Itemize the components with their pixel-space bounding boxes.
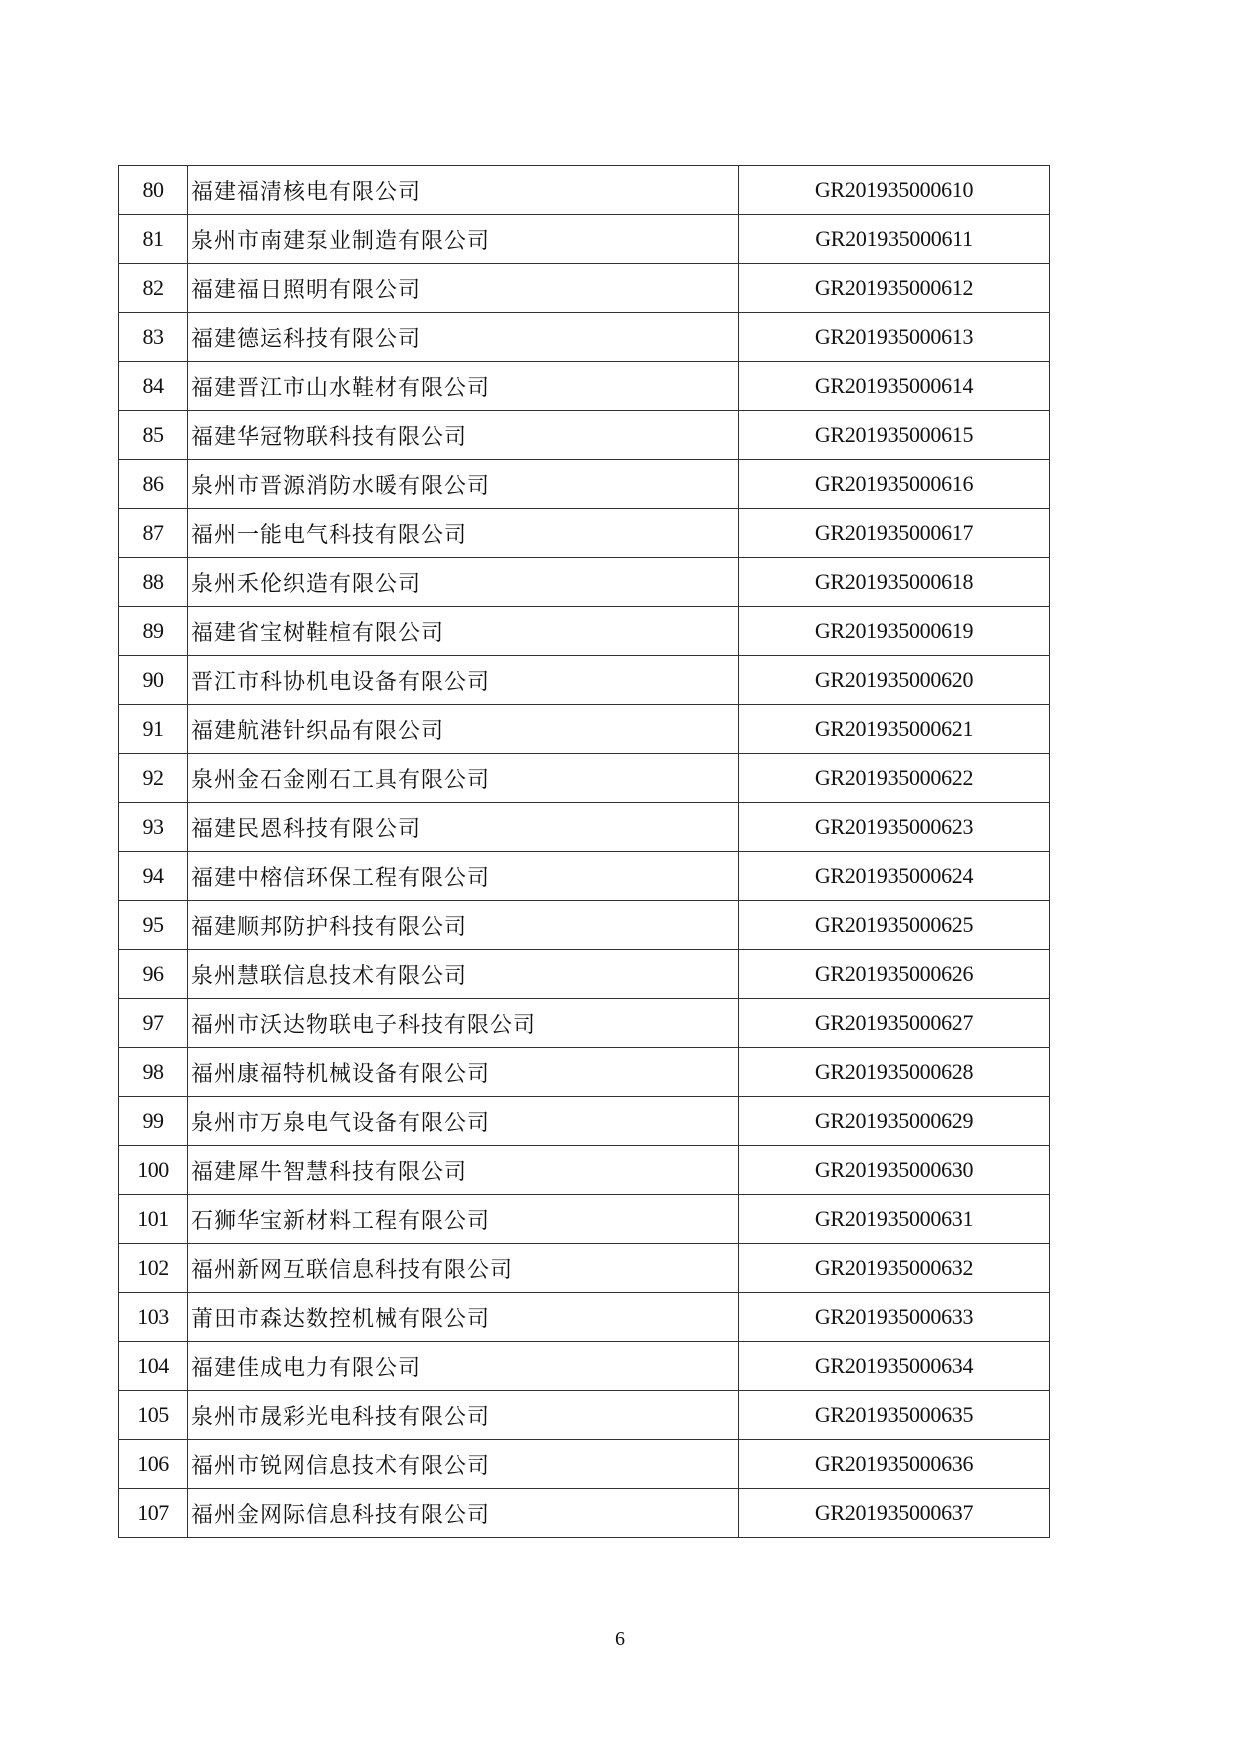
row-index: 105 (119, 1391, 188, 1440)
table-row (119, 166, 1050, 215)
company-name: 福州新网互联信息科技有限公司 (188, 1244, 739, 1293)
company-name: 福建佳成电力有限公司 (188, 1342, 739, 1391)
company-name: 福州康福特机械设备有限公司 (188, 1048, 739, 1097)
certificate-code: GR201935000629 (739, 1097, 1050, 1146)
table-row (119, 1048, 1050, 1097)
row-index: 85 (119, 411, 188, 460)
certificate-code: GR201935000611 (739, 215, 1050, 264)
table-row (119, 1146, 1050, 1195)
row-index: 103 (119, 1293, 188, 1342)
row-index: 87 (119, 509, 188, 558)
company-name: 福建福日照明有限公司 (188, 264, 739, 313)
certificate-code: GR201935000626 (739, 950, 1050, 999)
certificate-code: GR201935000637 (739, 1489, 1050, 1538)
table-row (119, 1293, 1050, 1342)
page-number: 6 (615, 1628, 625, 1650)
row-index: 104 (119, 1342, 188, 1391)
company-name: 福建民恩科技有限公司 (188, 803, 739, 852)
table-row (119, 607, 1050, 656)
table-row (119, 1195, 1050, 1244)
certificate-code: GR201935000612 (739, 264, 1050, 313)
row-index: 96 (119, 950, 188, 999)
certificate-code: GR201935000616 (739, 460, 1050, 509)
table-row (119, 1391, 1050, 1440)
company-name: 福建华冠物联科技有限公司 (188, 411, 739, 460)
row-index: 100 (119, 1146, 188, 1195)
company-name: 泉州慧联信息技术有限公司 (188, 950, 739, 999)
table-row (119, 754, 1050, 803)
company-name: 石狮华宝新材料工程有限公司 (188, 1195, 739, 1244)
row-index: 102 (119, 1244, 188, 1293)
certificate-code: GR201935000614 (739, 362, 1050, 411)
row-index: 83 (119, 313, 188, 362)
row-index: 81 (119, 215, 188, 264)
table-row (119, 999, 1050, 1048)
company-name: 泉州禾伦织造有限公司 (188, 558, 739, 607)
company-name: 泉州市晟彩光电科技有限公司 (188, 1391, 739, 1440)
certificate-code: GR201935000610 (739, 166, 1050, 215)
table-row (119, 558, 1050, 607)
row-index: 97 (119, 999, 188, 1048)
company-name: 泉州市万泉电气设备有限公司 (188, 1097, 739, 1146)
table-row (119, 1244, 1050, 1293)
company-name: 福州市锐网信息技术有限公司 (188, 1440, 739, 1489)
certificate-code: GR201935000613 (739, 313, 1050, 362)
table-row (119, 264, 1050, 313)
company-name: 福州市沃达物联电子科技有限公司 (188, 999, 739, 1048)
company-name: 福建晋江市山水鞋材有限公司 (188, 362, 739, 411)
certificate-code: GR201935000618 (739, 558, 1050, 607)
company-name: 福州一能电气科技有限公司 (188, 509, 739, 558)
certificate-code: GR201935000623 (739, 803, 1050, 852)
table-row (119, 1342, 1050, 1391)
certificate-code: GR201935000625 (739, 901, 1050, 950)
table-body (119, 166, 1050, 1538)
certificate-code: GR201935000632 (739, 1244, 1050, 1293)
table-row (119, 1489, 1050, 1538)
certificate-code: GR201935000622 (739, 754, 1050, 803)
row-index: 80 (119, 166, 188, 215)
table-row (119, 656, 1050, 705)
company-name: 福建德运科技有限公司 (188, 313, 739, 362)
table-row (119, 215, 1050, 264)
company-name: 福建航港针织品有限公司 (188, 705, 739, 754)
row-index: 82 (119, 264, 188, 313)
company-name: 福建中榕信环保工程有限公司 (188, 852, 739, 901)
company-name: 福建犀牛智慧科技有限公司 (188, 1146, 739, 1195)
company-name: 泉州市晋源消防水暖有限公司 (188, 460, 739, 509)
company-name: 莆田市森达数控机械有限公司 (188, 1293, 739, 1342)
certificate-code: GR201935000633 (739, 1293, 1050, 1342)
table-row (119, 509, 1050, 558)
company-name: 福州金网际信息科技有限公司 (188, 1489, 739, 1538)
row-index: 94 (119, 852, 188, 901)
certificate-code: GR201935000615 (739, 411, 1050, 460)
table-row (119, 705, 1050, 754)
certificate-code: GR201935000635 (739, 1391, 1050, 1440)
row-index: 93 (119, 803, 188, 852)
table-row (119, 1440, 1050, 1489)
certificate-code: GR201935000619 (739, 607, 1050, 656)
certificate-code: GR201935000636 (739, 1440, 1050, 1489)
company-certificate-table (118, 165, 1050, 1538)
certificate-code: GR201935000621 (739, 705, 1050, 754)
row-index: 86 (119, 460, 188, 509)
table-row (119, 313, 1050, 362)
row-index: 91 (119, 705, 188, 754)
row-index: 92 (119, 754, 188, 803)
row-index: 95 (119, 901, 188, 950)
table-row (119, 1097, 1050, 1146)
table-row (119, 901, 1050, 950)
row-index: 89 (119, 607, 188, 656)
table-row (119, 950, 1050, 999)
company-name: 晋江市科协机电设备有限公司 (188, 656, 739, 705)
company-name: 福建福清核电有限公司 (188, 166, 739, 215)
company-name: 福建省宝树鞋楦有限公司 (188, 607, 739, 656)
table-row (119, 803, 1050, 852)
company-name: 泉州市南建泵业制造有限公司 (188, 215, 739, 264)
certificate-code: GR201935000628 (739, 1048, 1050, 1097)
row-index: 90 (119, 656, 188, 705)
certificate-code: GR201935000620 (739, 656, 1050, 705)
row-index: 101 (119, 1195, 188, 1244)
company-name: 泉州金石金刚石工具有限公司 (188, 754, 739, 803)
table-row (119, 411, 1050, 460)
certificate-code: GR201935000630 (739, 1146, 1050, 1195)
company-name: 福建顺邦防护科技有限公司 (188, 901, 739, 950)
row-index: 99 (119, 1097, 188, 1146)
table-row (119, 852, 1050, 901)
certificate-code: GR201935000624 (739, 852, 1050, 901)
row-index: 84 (119, 362, 188, 411)
certificate-code: GR201935000627 (739, 999, 1050, 1048)
row-index: 88 (119, 558, 188, 607)
row-index: 106 (119, 1440, 188, 1489)
table-row (119, 362, 1050, 411)
row-index: 107 (119, 1489, 188, 1538)
certificate-code: GR201935000634 (739, 1342, 1050, 1391)
certificate-code: GR201935000617 (739, 509, 1050, 558)
table-row (119, 460, 1050, 509)
certificate-code: GR201935000631 (739, 1195, 1050, 1244)
row-index: 98 (119, 1048, 188, 1097)
